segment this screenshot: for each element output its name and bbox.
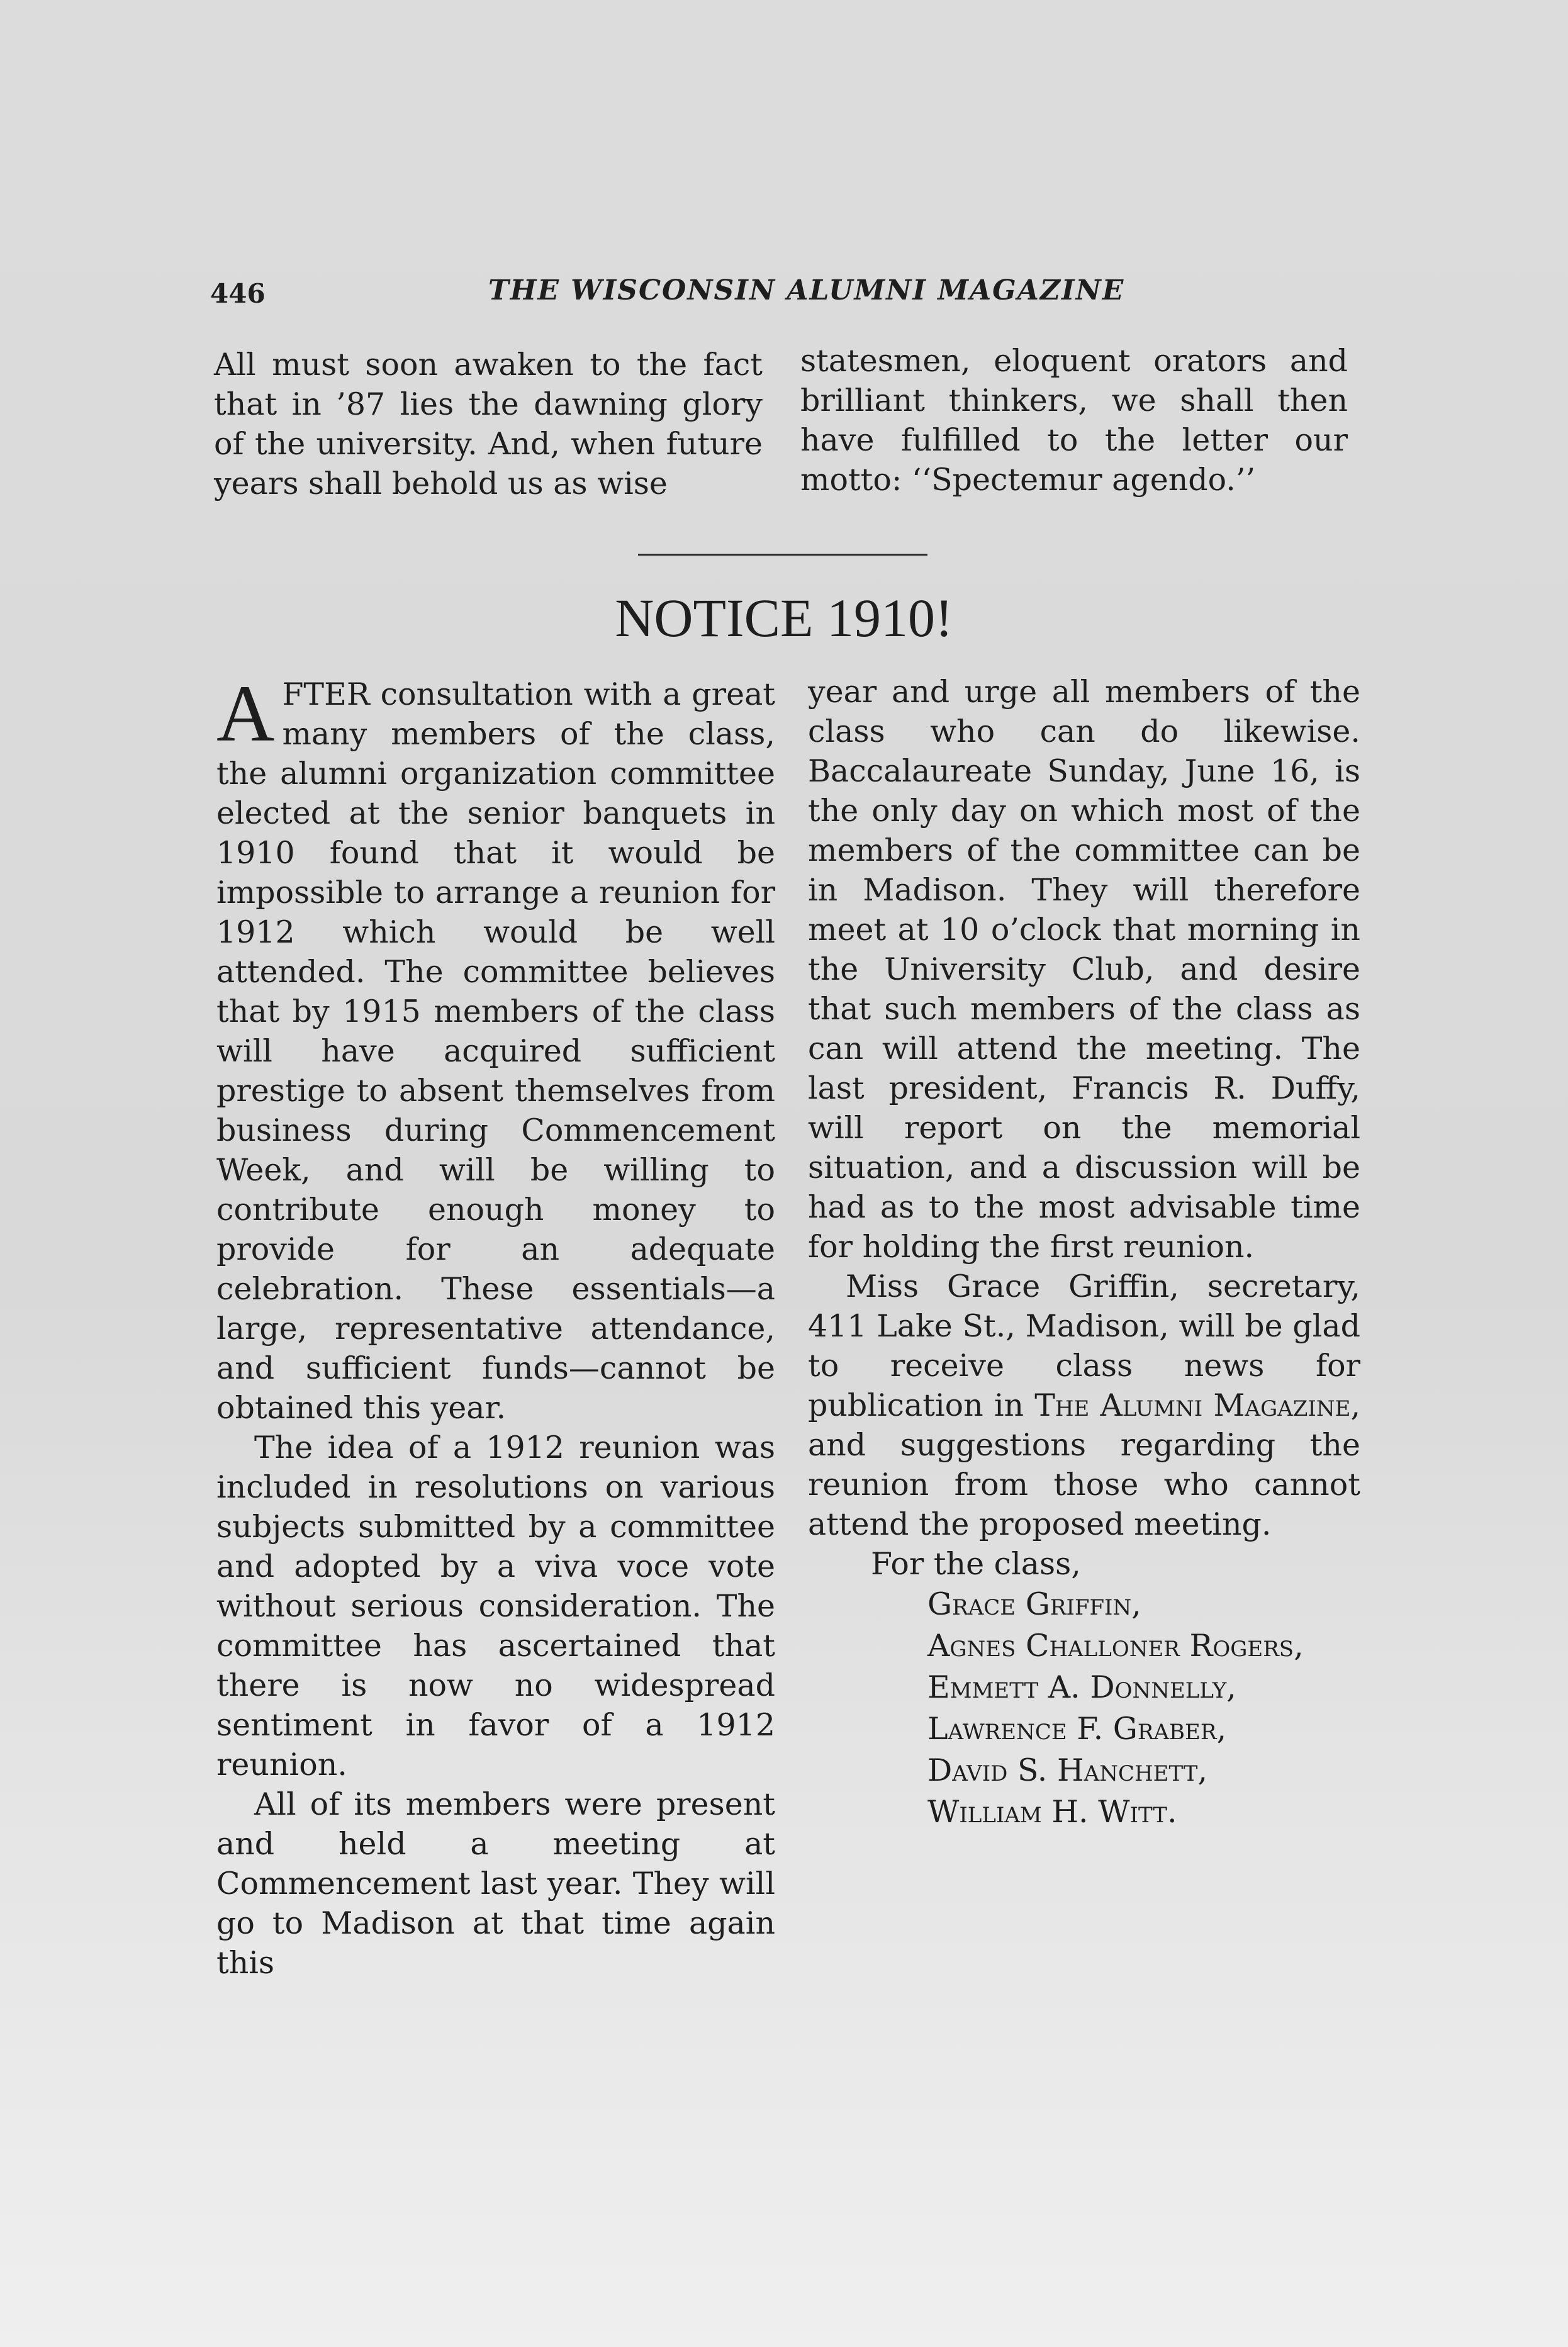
lead-word: FTER (282, 676, 370, 712)
signer-name: David S. Hanchett, (927, 1752, 1208, 1788)
section-divider (638, 554, 927, 556)
article-left-column (216, 669, 775, 1983)
paragraph-4 (808, 1267, 1360, 1544)
signature-lead: For the class, (871, 1546, 1081, 1582)
paragraph-3-continued: year and urge all members of the class who can do likewise. Baccalaureate Sunday, June 16, is the only day on which most of the members of the committee can be in Madison. They will therefore meet at 10 o’clock that morning in the University Club, and desire that such members of the class as can will attend the meeting. The last president, Francis R. Duffy, will report on the memorial situation, and a discussion will be had as to the most advisable time for holding the first reunion. (808, 674, 1360, 1265)
paragraph-1-text: consultation with a great many members of the class, the alumni organization committee elected at the senior banquets in 1910 found that it would be impossible to arrange a reunion for 1912 which would be well attended. The committee believes that by 1915 members of the class will have acquired sufficient prestige to absent themselves from business during Commencement Week, and will be willing to contribute enough money to provide for an adequate celebration. These essentials—a large, representative attendance, and sufficient funds—cannot be obtained this year. (216, 676, 775, 1426)
signer-name: Grace Griffin, (927, 1586, 1141, 1622)
paragraph-1 (216, 669, 775, 1428)
signer-name: Lawrence F. Graber, (927, 1711, 1227, 1747)
article-title: NOTICE 1910! (615, 588, 953, 648)
article-right-column (808, 672, 1360, 1833)
running-head (0, 269, 1568, 320)
previous-article-left-column (214, 345, 763, 503)
previous-article-text-left: All must soon awaken to the fact that in ’87 lies the dawning glory of the university. And, when future years shall behold us as wise (214, 347, 763, 501)
paragraph-2: The idea of a 1912 reunion was included in resolutions on various subjects submitted by a committee and adopted by a viva voce vote without serious consideration. The committee has ascertained that there is now no widespread sentiment in favor of a 1912 reunion. (216, 1430, 775, 1783)
previous-article-text-right: statesmen, eloquent orators and brilliant thinkers, we shall then have fulfilled to the letter our motto: ‘‘Spectemur agendo.’’ (800, 343, 1348, 498)
signer-name: Emmett A. Donnelly, (927, 1669, 1236, 1705)
drop-cap: A (216, 669, 275, 758)
paragraph-3: All of its members were present and held a meeting at Commencement last year. They will go to Madison at that time again this (216, 1786, 775, 1981)
magazine-title: THE WISCONSIN ALUMNI MAGAZINE (488, 274, 1125, 306)
page-number: 446 (210, 278, 266, 309)
magazine-name: The Alumni Magazine (1034, 1387, 1351, 1423)
paragraph-4-text-b: , and suggestions regarding the reunion from those who cannot attend the proposed meeting. (808, 1387, 1361, 1542)
signer-name: Agnes Challoner Rogers, (927, 1628, 1304, 1664)
previous-article-right-column (800, 341, 1348, 500)
signer-name: William H. Witt. (927, 1794, 1177, 1830)
paragraph-4-text-a: Miss Grace Griffin, secretary, 411 Lake St., Madison, will be glad to receive class news for publication in (808, 1269, 1360, 1423)
